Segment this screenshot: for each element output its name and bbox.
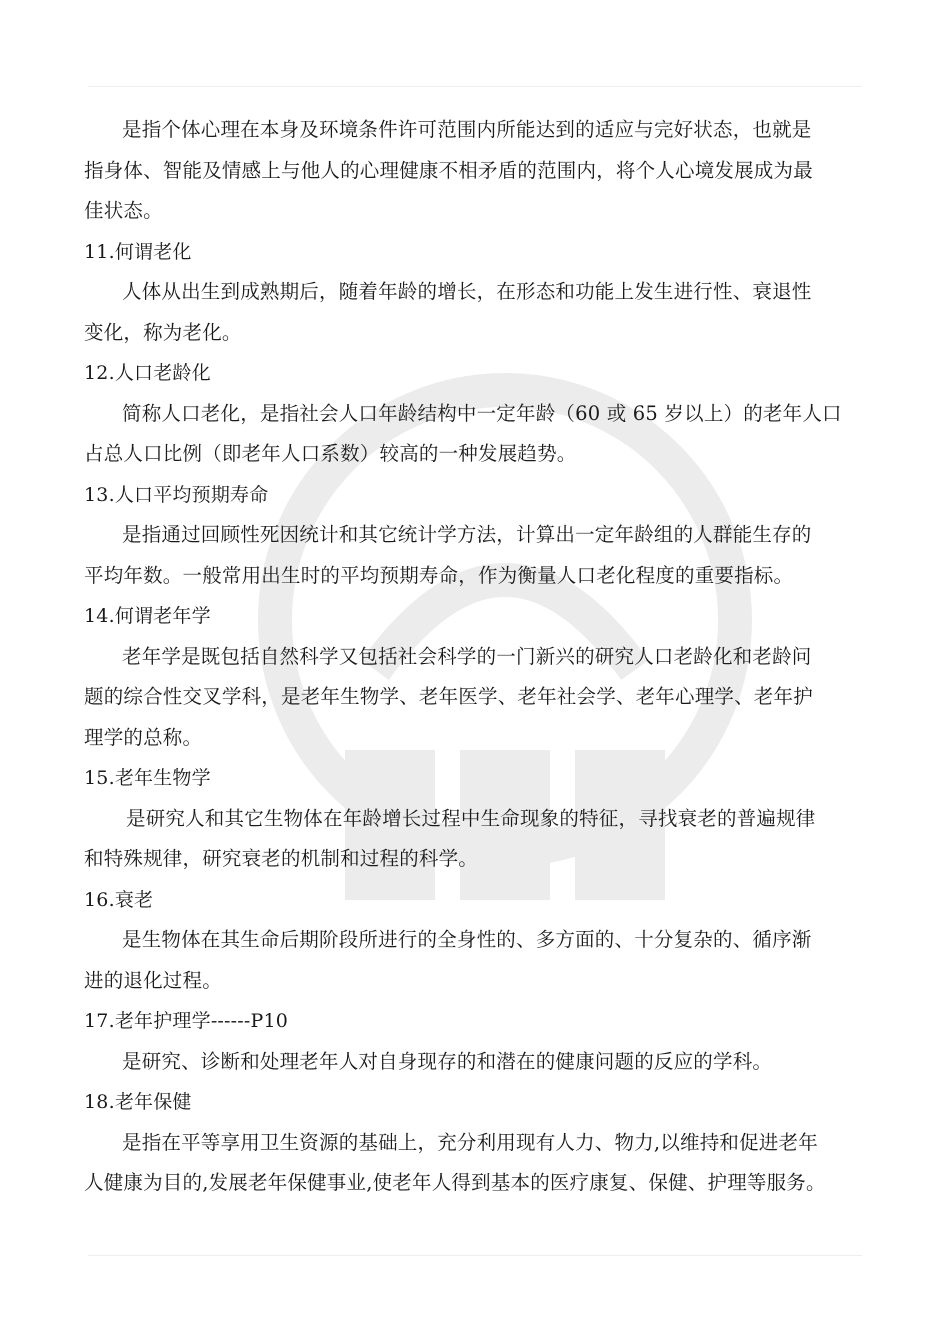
- paragraph-line: 是研究人和其它生物体在年龄增长过程中生命现象的特征，寻找衰老的普遍规律: [126, 806, 816, 830]
- paragraph-line: 是指个体心理在本身及环境条件许可范围内所能达到的适应与完好状态，也就是: [122, 118, 812, 141]
- paragraph-line: 人体从出生到成熟期后，随着年龄的增长，在形态和功能上发生进行性、衰退性: [122, 280, 812, 303]
- section-heading: 11.何谓老化: [84, 240, 192, 263]
- paragraph-line: 平均年数。一般常用出生时的平均预期寿命，作为衡量人口老化程度的重要指标。: [84, 563, 794, 587]
- paragraph-line: 进的退化过程。: [84, 968, 222, 992]
- document-body: [84, 110, 880, 1204]
- paragraph-line: 和特殊规律，研究衰老的机制和过程的科学。: [84, 847, 479, 870]
- paragraph-line: 题的综合性交叉学科，是老年生物学、老年医学、老年社会学、老年心理学、老年护: [84, 685, 813, 708]
- paragraph-line: 变化，称为老化。: [84, 320, 242, 344]
- section-heading: 14.何谓老年学: [84, 605, 211, 627]
- paragraph-line: 是生物体在其生命后期阶段所进行的全身性的、多方面的、十分复杂的、循序渐: [122, 928, 812, 951]
- footer-rule: [88, 1255, 862, 1256]
- section-heading: 18.老年保健: [84, 1091, 192, 1113]
- paragraph-line: 理学的总称。: [84, 725, 203, 749]
- section-heading: 17.老年护理学------P10: [84, 1010, 289, 1032]
- section-heading: 13.人口平均预期寿命: [84, 483, 269, 506]
- paragraph-line: 简称人口老化，是指社会人口年龄结构中一定年龄（60 或 65 岁以上）的老年人口: [122, 401, 842, 425]
- paragraph-line: 老年学是既包括自然科学又包括社会科学的一门新兴的研究人口老龄化和老龄问: [122, 644, 812, 668]
- section-heading: 16.衰老: [84, 888, 154, 911]
- section-heading: 15.老年生物学: [84, 767, 211, 789]
- paragraph-line: 佳状态。: [84, 199, 163, 222]
- section-heading: 12.人口老龄化: [84, 362, 211, 384]
- paragraph-line: 是研究、诊断和处理老年人对自身现存的和潜在的健康问题的反应的学科。: [122, 1049, 773, 1073]
- paragraph-line: 是指在平等享用卫生资源的基础上，充分利用现有人力、物力,以维持和促进老年: [122, 1130, 818, 1154]
- paragraph-line: 占总人口比例（即老年人口系数）较高的一种发展趋势。: [84, 442, 577, 465]
- paragraph-line: 是指通过回顾性死因统计和其它统计学方法，计算出一定年龄组的人群能生存的: [122, 523, 812, 546]
- paragraph-line: 指身体、智能及情感上与他人的心理健康不相矛盾的范围内，将个人心境发展成为最: [84, 158, 813, 182]
- header-rule: [88, 86, 862, 87]
- paragraph-line: 人健康为目的,发展老年保健事业,使老年人得到基本的医疗康复、保健、护理等服务。: [84, 1171, 826, 1194]
